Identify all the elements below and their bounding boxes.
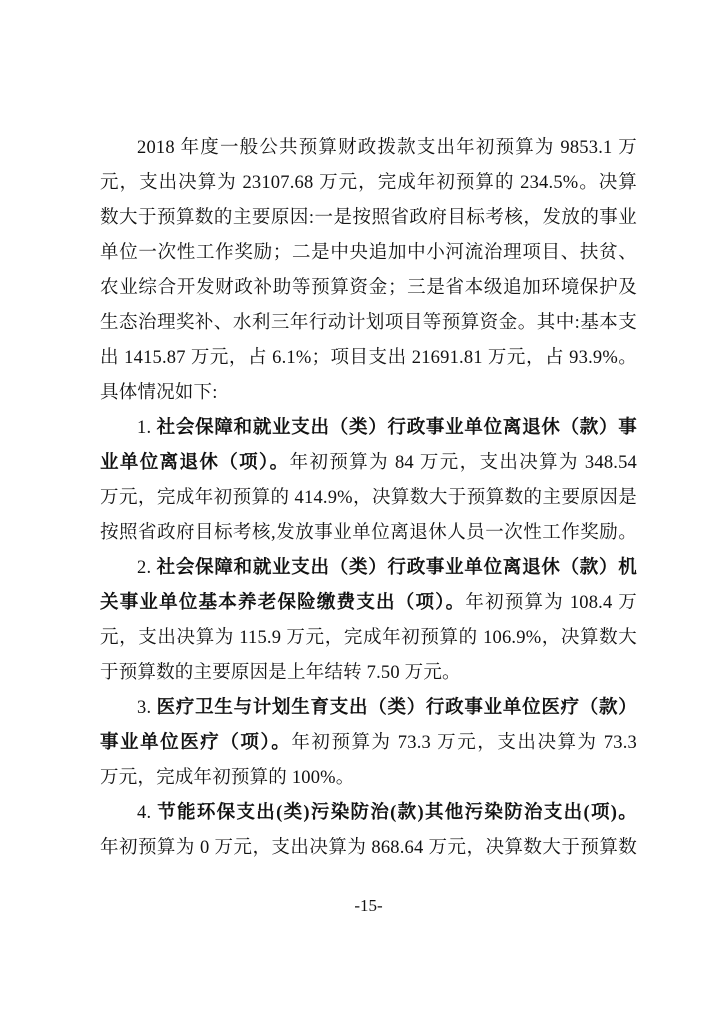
text-line (100, 551, 637, 586)
text-line (100, 481, 637, 516)
text-line (100, 236, 637, 271)
text-line (100, 446, 637, 481)
item-2-paragraph (100, 551, 637, 691)
item-3-heading-part-2: 事业单位医疗（项）。 (100, 733, 292, 753)
text-line (100, 831, 637, 866)
line-text: 年初预算为 0 万元，支出决算为 868.64 万元，决算数大于预算数 (100, 838, 637, 858)
item-3-heading-part-1: 医疗卫生与计划生育支出（类）行政事业单位医疗（款） (156, 698, 637, 718)
text-line (100, 341, 637, 376)
overview-paragraph (100, 131, 637, 411)
text-line (100, 726, 637, 761)
line-text: 于预算数的主要原因是上年结转 7.50 万元。 (100, 663, 461, 683)
line-text: 具体情况如下: (100, 383, 218, 403)
text-line (100, 411, 637, 446)
item-4-paragraph (100, 796, 637, 866)
item-3-number: 3. (137, 698, 157, 718)
text-line (100, 306, 637, 341)
line-text: 万元，完成年初预算的 414.9%，决算数大于预算数的主要原因是 (100, 488, 637, 508)
line-text: 单位一次性工作奖励；二是中央追加中小河流治理项目、扶贫、 (100, 243, 637, 263)
text-line (100, 271, 637, 306)
item-4-heading: 节能环保支出(类)污染防治(款)其他污染防治支出(项)。 (157, 803, 637, 823)
item-1-heading-part-1: 社会保障和就业支出（类）行政事业单位离退休（款）事 (156, 418, 637, 438)
text-line (100, 201, 637, 236)
text-line (100, 691, 637, 726)
item-1-paragraph (100, 411, 637, 551)
page-number: -15- (354, 896, 383, 915)
text-line (100, 656, 637, 691)
item-1-heading-part-2: 业单位离退休（项）。 (100, 453, 290, 473)
line-text: 年初预算为 84 万元，支出决算为 348.54 (289, 453, 637, 473)
item-2-number: 2. (137, 558, 157, 578)
text-line (100, 586, 637, 621)
text-line (100, 796, 637, 831)
item-2-heading-part-2: 关事业单位基本养老保险缴费支出（项）。 (100, 593, 466, 613)
text-line (100, 621, 637, 656)
text-line (100, 131, 637, 166)
text-line (100, 761, 637, 796)
line-text: 农业综合开发财政补助等预算资金；三是省本级追加环境保护及 (100, 278, 637, 298)
line-text: 生态治理奖补、水利三年行动计划项目等预算资金。其中:基本支 (100, 313, 637, 333)
line-text: 元，支出决算为 23107.68 万元，完成年初预算的 234.5%。决算 (100, 173, 637, 193)
text-line (100, 516, 637, 551)
line-text: 元，支出决算为 115.9 万元，完成年初预算的 106.9%，决算数大 (100, 628, 637, 648)
item-2-heading-part-1: 社会保障和就业支出（类）行政事业单位离退休（款）机 (156, 558, 637, 578)
document-body (100, 0, 637, 918)
line-text: 万元，完成年初预算的 100%。 (100, 768, 355, 788)
line-text: 数大于预算数的主要原因:一是按照省政府目标考核，发放的事业 (100, 208, 637, 228)
line-text: 2018 年度一般公共预算财政拨款支出年初预算为 9853.1 万 (137, 138, 637, 158)
line-text: 出 1415.87 万元，占 6.1%；项目支出 21691.81 万元，占 93.9%。 (100, 348, 637, 368)
text-line (100, 166, 637, 201)
item-4-number: 4. (137, 803, 158, 823)
item-1-number: 1. (137, 418, 157, 438)
text-line (100, 376, 637, 411)
line-text: 按照省政府目标考核,发放事业单位离退休人员一次性工作奖励。 (100, 523, 637, 543)
item-3-paragraph (100, 691, 637, 796)
line-text: 年初预算为 73.3 万元，支出决算为 73.3 (291, 733, 637, 753)
line-text: 年初预算为 108.4 万 (465, 593, 637, 613)
